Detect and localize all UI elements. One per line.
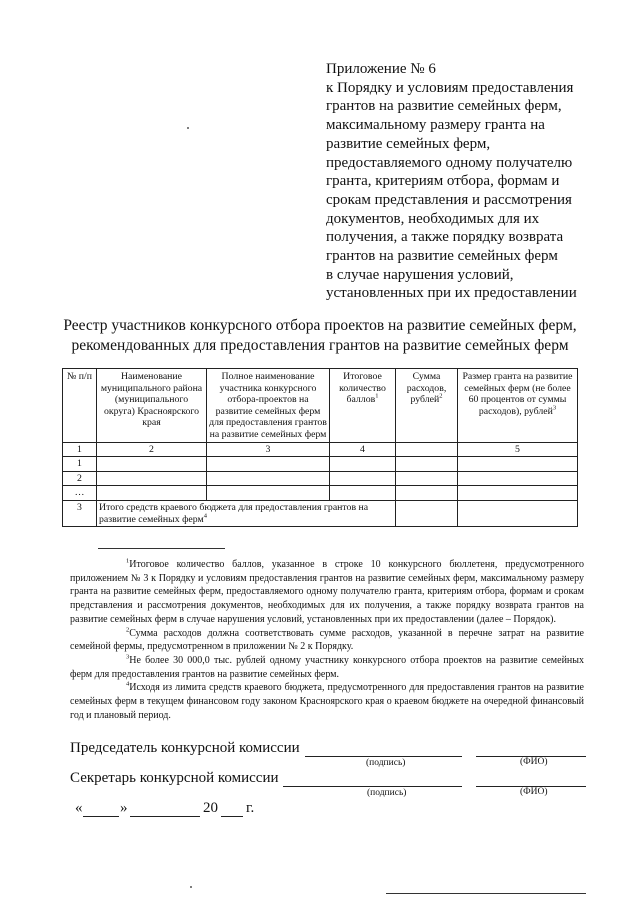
document-title <box>0 316 640 356</box>
empty-cell <box>207 457 330 472</box>
empty-cell <box>207 486 330 501</box>
secretary-label: Секретарь конкурсной комиссии <box>70 770 279 786</box>
empty-cell <box>97 471 207 486</box>
appendix-line: гранта, критериям отбора, формам и <box>326 173 560 190</box>
index-cell: 3 <box>207 442 330 457</box>
footnote-mark: 4 <box>126 681 130 688</box>
footnote-ref: 1 <box>375 392 379 400</box>
table-row <box>63 457 578 472</box>
appendix-line: развитие семейных ферм, <box>326 135 491 152</box>
footnote-text: Итоговое количество баллов, указанное в строке 10 конкурсного бюллетеня, предусмотренного приложением № 3 к Порядку и условиям предоставления грантов на развитие семейных ферм, максимальному размеру гранта на развитие семейных ферм, предоставляемого одному получателю гранта, критериям отбора, формам и срокам представления и рассмотрения документов, необходимых для их получения, а также порядку возврата грантов на развитие семейных ферм в случае нарушения условий, установленных при их предоставлении (далее – Порядок). <box>70 559 584 625</box>
header-num: № п/п <box>63 369 97 443</box>
empty-cell <box>396 457 458 472</box>
header-municipality: Наименование муниципального района (муниципального округа) Красноярского края <box>97 369 207 443</box>
title-line-2: рекомендованных для предоставления грантов на развитие семейных ферм <box>71 337 569 354</box>
appendix-line: грантов на развитие семейных ферм, <box>326 98 562 115</box>
footnote <box>70 558 584 627</box>
date-open-quote: « <box>75 800 83 816</box>
column-index-row <box>63 442 578 457</box>
footnote-mark: 2 <box>126 626 130 634</box>
footnote-text: Сумма расходов должна соответствовать сумме расходов, указанной в перечне затрат на развитие семейной фермы, предусмотренном в приложении № 2 к Порядку. <box>70 627 584 653</box>
footnote-ref: 2 <box>439 392 443 400</box>
signature-caption: (подпись) <box>367 788 407 798</box>
empty-cell <box>207 471 330 486</box>
header-participant: Полное наименование участника конкурсного отбора-проектов на развитие семейных ферм для предоставления грантов на развитие семейных ферм <box>207 369 330 443</box>
empty-cell <box>396 442 458 457</box>
total-label <box>97 500 396 526</box>
appendix-line: грантов на развитие семейных ферм <box>326 248 558 265</box>
footnote <box>70 627 584 654</box>
chairman-signature-line[interactable] <box>305 756 462 757</box>
empty-cell <box>396 486 458 501</box>
empty-cell <box>458 486 578 501</box>
footnote <box>70 654 584 681</box>
footnote-separator <box>98 548 225 549</box>
date-day-line[interactable] <box>83 816 119 817</box>
empty-cell <box>458 500 578 526</box>
name-caption: (ФИО) <box>520 757 548 767</box>
footnote-mark: 1 <box>126 557 130 565</box>
footnotes <box>70 558 584 722</box>
signature-caption: (подпись) <box>366 758 406 768</box>
index-cell: 1 <box>63 442 97 457</box>
table-row <box>63 471 578 486</box>
header-grant <box>458 369 578 443</box>
date-close-quote: » <box>120 800 128 816</box>
appendix-line: предоставляемого одному получателю <box>326 154 573 171</box>
table-header-row <box>63 369 578 443</box>
row-num: 1 <box>63 457 97 472</box>
title-line-1: Реестр участников конкурсного отбора проектов на развитие семейных ферм, <box>63 317 577 334</box>
footnote <box>70 681 584 722</box>
footnote-text: Исходя из лимита средств краевого бюджета, предусмотренного для предоставления грантов на развитие семейных ферм в текущем финансовом году законом Красноярского края о краевом бюджете на очередной финансовый год и плановый период. <box>70 682 584 721</box>
chairman-label: Председатель конкурсной комиссии <box>70 740 300 756</box>
scan-dot <box>190 886 192 888</box>
row-num: … <box>63 486 97 501</box>
total-row <box>63 500 578 526</box>
appendix-line: максимальному размеру гранта на <box>326 117 545 134</box>
appendix-line: срокам представления и рассмотрения <box>326 191 572 208</box>
date-year-line[interactable] <box>221 816 243 817</box>
footnote-text: Не более 30 000,0 тыс. рублей одному участнику конкурсного отбора проектов на развитие семейных ферм для предоставления грантов на развитие семейных ферм. <box>70 654 584 680</box>
total-num: 3 <box>63 500 97 526</box>
empty-cell <box>330 486 396 501</box>
appendix-line: в случае нарушения условий, <box>326 266 514 283</box>
date-month-line[interactable] <box>130 816 200 817</box>
header-expenses <box>396 369 458 443</box>
appendix-header <box>326 60 626 303</box>
footnote-mark: 3 <box>126 653 130 661</box>
scan-dot <box>187 127 189 129</box>
empty-cell <box>97 457 207 472</box>
header-points-text: Итоговое количество баллов <box>339 371 386 406</box>
header-expenses-text: Сумма расходов, рублей <box>406 371 447 406</box>
footnote-ref: 3 <box>552 404 557 412</box>
appendix-line: получения, а также порядку возврата <box>326 229 564 246</box>
appendix-line: установленных при их предоставлении <box>326 285 577 302</box>
appendix-line: Приложение № 6 <box>326 61 436 77</box>
index-cell: 2 <box>97 442 207 457</box>
empty-cell <box>396 471 458 486</box>
footnote-ref: 4 <box>203 512 207 520</box>
empty-cell <box>97 486 207 501</box>
date-year-suffix: г. <box>246 800 255 816</box>
registry-table <box>62 368 578 527</box>
empty-cell <box>330 457 396 472</box>
appendix-line: документов, необходимых для их <box>326 210 540 227</box>
name-caption: (ФИО) <box>520 787 548 797</box>
empty-cell <box>396 500 458 526</box>
empty-cell <box>458 457 578 472</box>
index-cell: 5 <box>458 442 578 457</box>
date-year-prefix: 20 <box>203 800 218 816</box>
bottom-rule <box>386 893 586 894</box>
empty-cell <box>330 471 396 486</box>
index-cell: 4 <box>330 442 396 457</box>
appendix-line: к Порядку и условиям предоставления <box>326 79 574 96</box>
header-grant-text: Размер гранта на развитие семейных ферм (не более 60 процентов от суммы расходов), рублей <box>462 371 573 417</box>
total-label-text: Итого средств краевого бюджета для предоставления грантов на развитие семейных ферм <box>99 501 369 525</box>
row-num: 2 <box>63 471 97 486</box>
empty-cell <box>458 471 578 486</box>
header-points <box>330 369 396 443</box>
table-row <box>63 486 578 501</box>
secretary-signature-line[interactable] <box>283 786 462 787</box>
